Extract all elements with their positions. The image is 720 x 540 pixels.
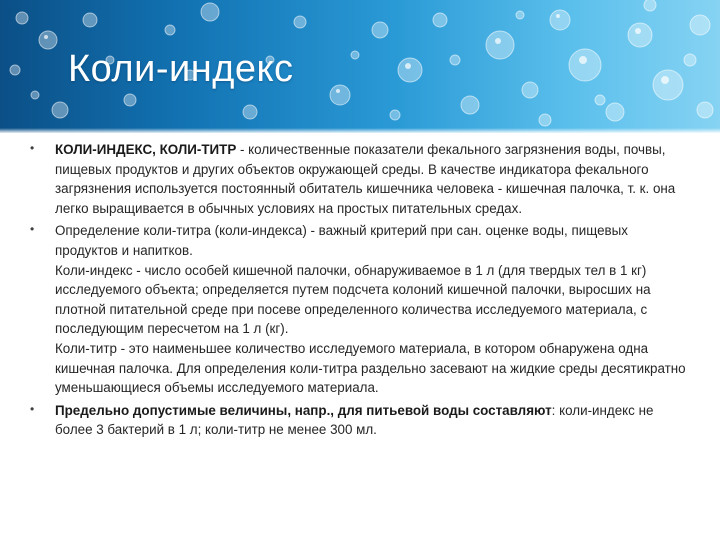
slide-title: Коли-индекс — [68, 48, 294, 90]
bullet-paragraph — [55, 401, 690, 440]
bullet-item-determination — [30, 221, 690, 397]
banner-bottom-fade — [0, 128, 720, 133]
bullet-text: Определение коли-титра (коли-индекса) - важный критерий при сан. оценке воды, пищевых продуктов и напитков. — [55, 223, 628, 258]
bullet-text: : коли-индекс не более 3 бактерий в 1 л; коли-титр не менее 300 мл. — [55, 402, 654, 438]
bullet-paragraph — [55, 140, 690, 218]
bullet-marker: • — [30, 222, 35, 237]
bullet-marker: • — [30, 141, 35, 155]
slide-body — [30, 140, 690, 443]
bullet-lead: Предельно допустимые величины, напр., для питьевой воды составляют — [55, 402, 552, 418]
bullet-item-definition — [30, 140, 690, 218]
bullet-lead: КОЛИ-ИНДЕКС, КОЛИ-ТИТР — [55, 142, 237, 157]
bullet-item-limits — [30, 401, 690, 440]
header-banner — [0, 0, 720, 133]
bullet-text: - количественные показатели фекального загрязнения воды, почвы, пищевых продуктов и других объектов окружающей среды. В качестве индикатора фекального загрязнения используется постоянный обитатель кишечника человека - кишечная палочка, т. к. она легко выращивается в обычных условиях на простых питательных средах. — [55, 142, 676, 216]
coli-titer-definition: Коли-титр - это наименьшее количество исследуемого материала, в котором обнаружена одна кишечная палочка. Для определения коли-титра раздельно засевают на жидкие среды десятикратно уменьшающиеся объемы исследуемого материала. — [55, 340, 686, 396]
bullet-marker: • — [30, 401, 35, 416]
coli-index-definition: Коли-индекс - число особей кишечной палочки, обнаруживаемое в 1 л (для твердых тел в 1 кг) исследуемого объекта; определяется путем подсчета колоний кишечной палочки, выросших на плотной питательной среде при посеве определенного количества исследуемого материала, с последующим пересчетом на 1 л (кг). — [55, 262, 651, 337]
